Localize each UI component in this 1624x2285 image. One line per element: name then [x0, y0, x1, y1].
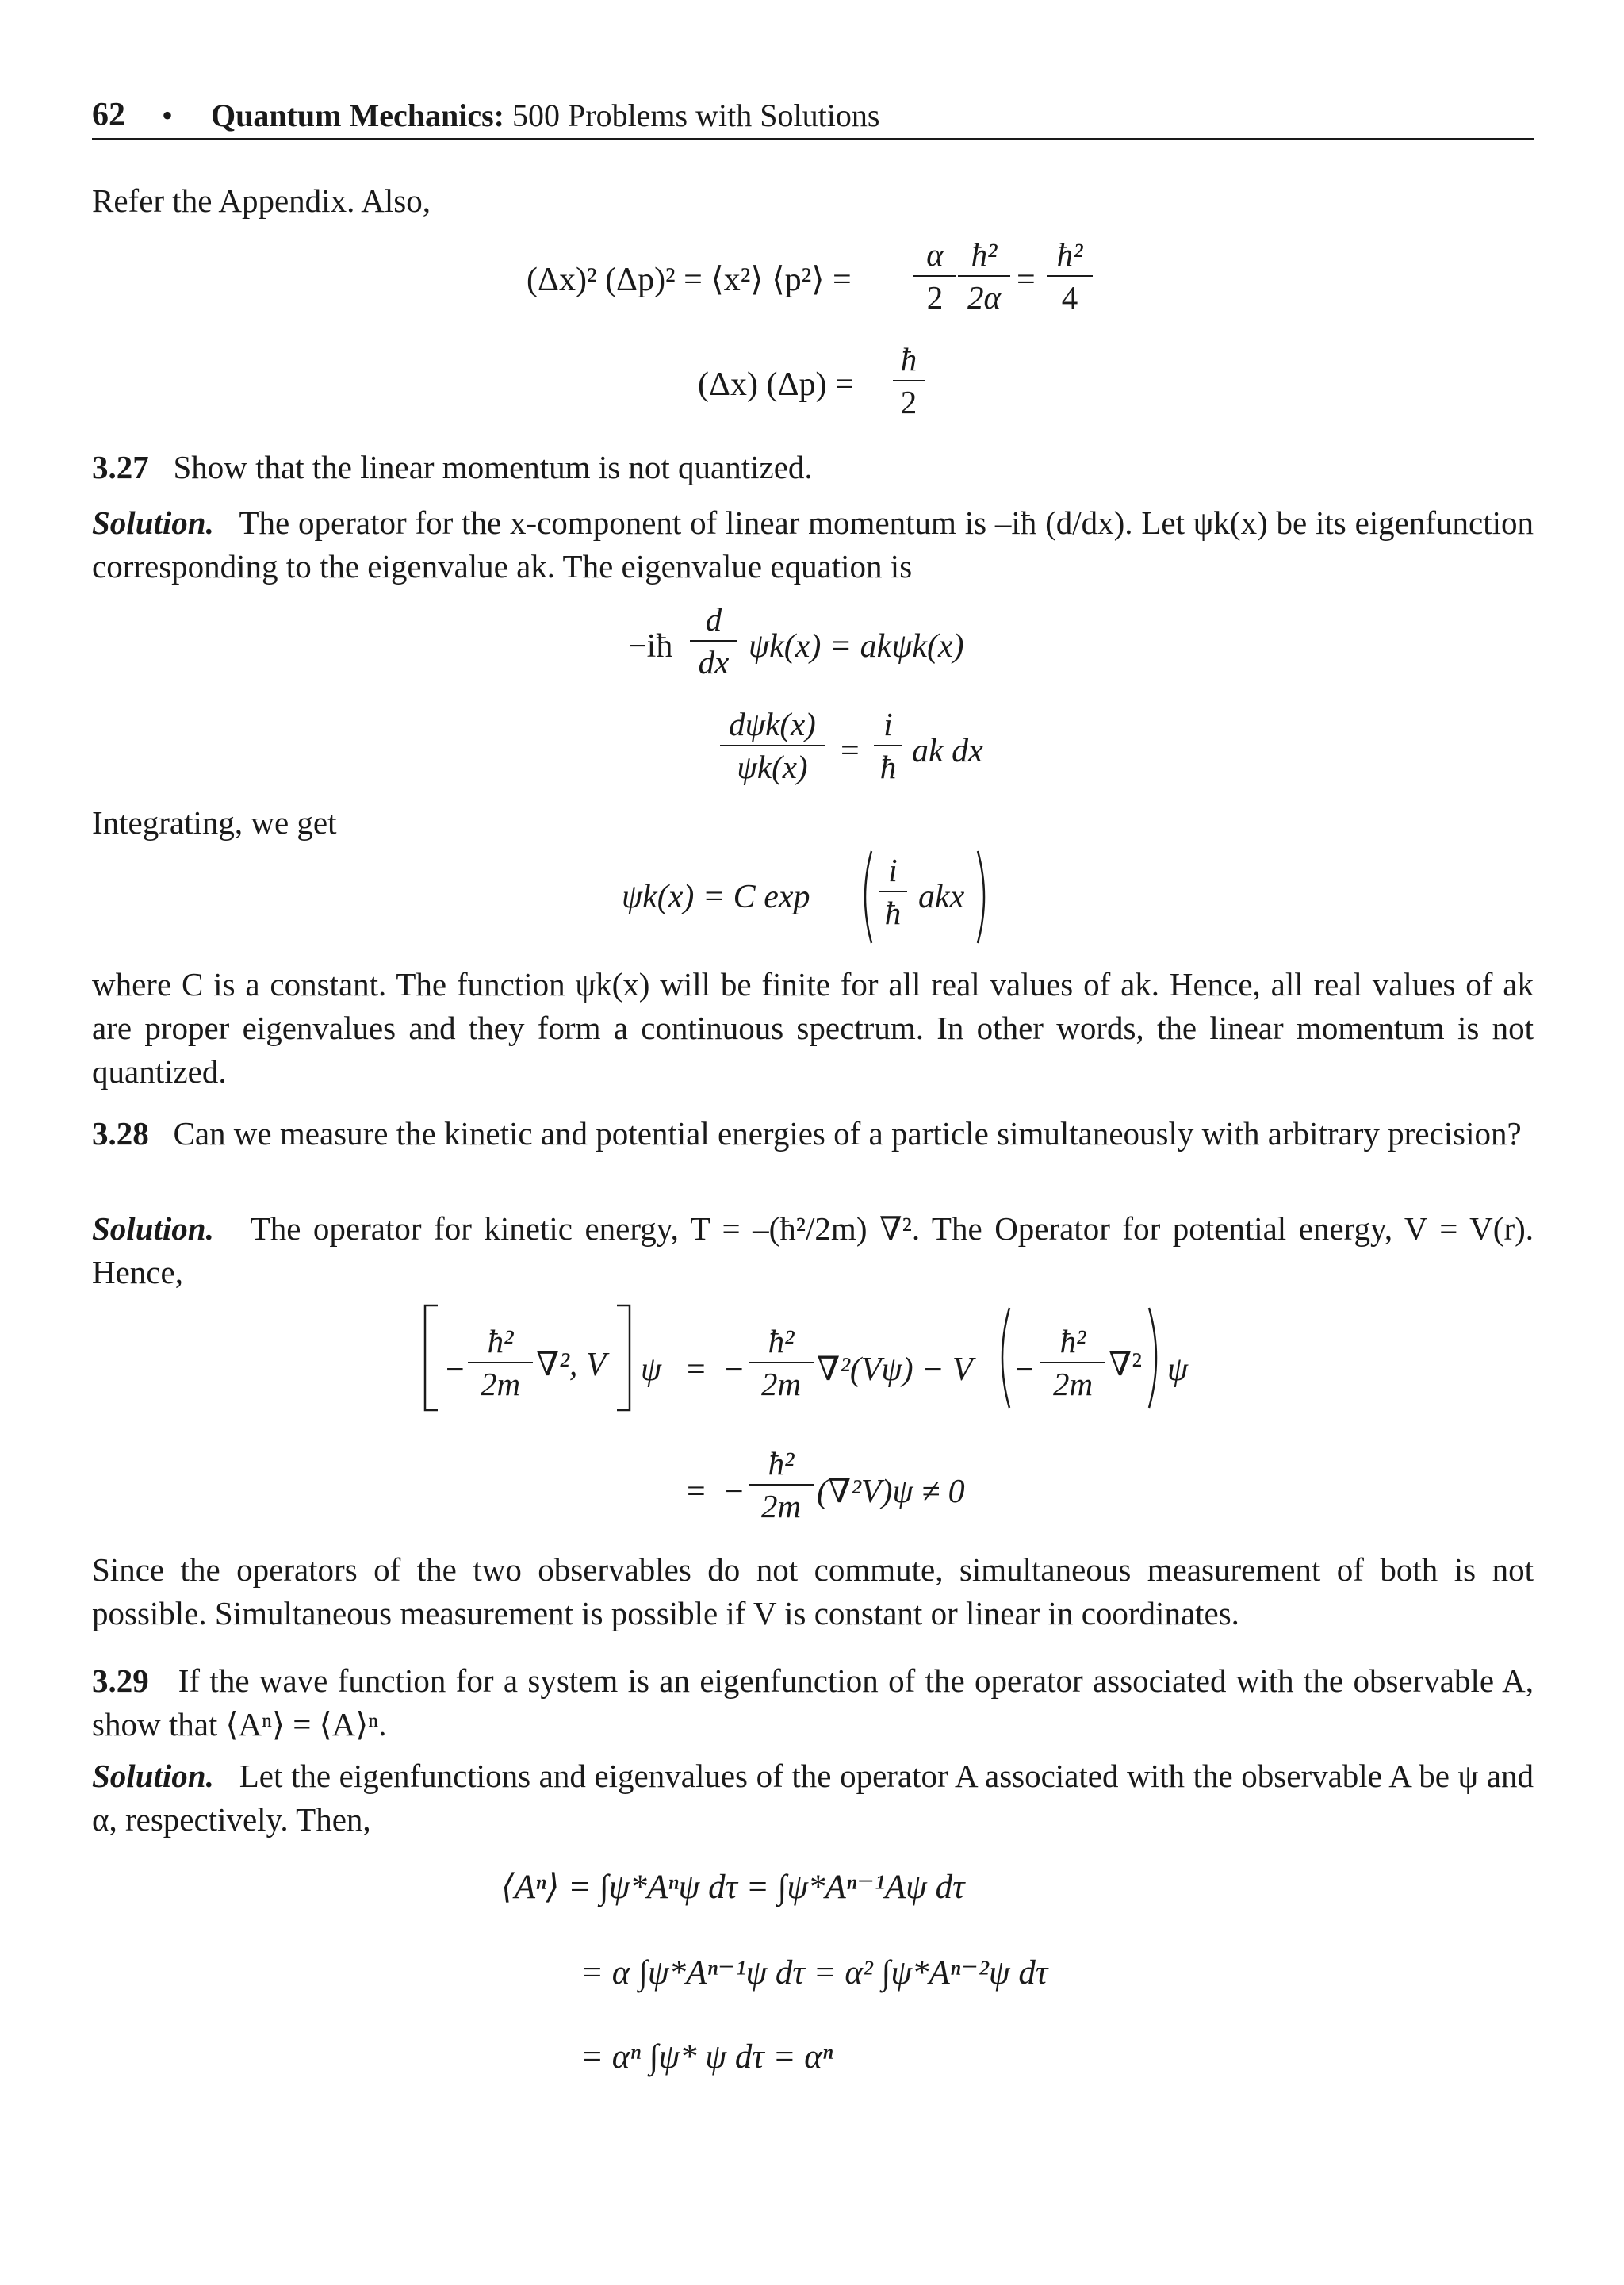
comm-right-bracket — [614, 1304, 633, 1412]
rhs1-left-paren — [993, 1305, 1012, 1410]
rhs1-right-paren — [1147, 1305, 1166, 1410]
eq2-frac2: i ħ — [874, 706, 902, 785]
book-title-bold: Quantum Mechanics: — [211, 98, 504, 133]
eq3-pre: ψk(x) = C exp — [622, 879, 810, 915]
expectation-line-2: = α ∫ψ*Aⁿ⁻¹ψ dτ = α² ∫ψ*Aⁿ⁻²ψ dτ — [580, 1954, 1048, 1992]
header-bullet: • — [162, 98, 174, 133]
comm-minus: − — [446, 1351, 465, 1388]
uncertainty-frac-alpha: α 2 — [914, 236, 956, 316]
expectation-line-1: ⟨Aⁿ⟩ = ∫ψ*Aⁿψ dτ = ∫ψ*Aⁿ⁻¹Aψ dτ — [501, 1869, 965, 1906]
comm-left-bracket — [422, 1304, 441, 1412]
conclusion-3-27: where C is a constant. The function ψk(x) will be finite for all real values of ak. Hence, all real values of ak are proper eigenvalues and they form a continuous spectrum. In other words, the linear momentum is not quantized. — [92, 966, 1534, 1090]
rhs2-frac: ħ² 2m — [749, 1445, 814, 1524]
problem-3-27: 3.27 Show that the linear momentum is not quantized. — [92, 449, 813, 485]
eq1-pre: −iħ — [628, 628, 673, 665]
comm-frac: ħ² 2m — [468, 1323, 533, 1402]
uncertainty-frac-half: ħ 2 — [893, 341, 925, 420]
solution-3-29: Solution. Let the eigenfunctions and eigenvalues of the operator A associated with the observable A be ψ and α, respectively. Then, — [92, 1758, 1534, 1838]
rhs1-mid: ∇²(Vψ) − V — [817, 1351, 973, 1388]
integrating-text: Integrating, we get — [92, 804, 337, 841]
rhs2-minus: − — [725, 1474, 744, 1510]
eq3-rest: akx — [918, 879, 965, 915]
running-head — [211, 94, 879, 137]
solution-3-28: Solution. The operator for kinetic energy, T = –(ħ²/2m) ∇². The Operator for potential energy, V = V(r). Hence, — [92, 1210, 1534, 1290]
eq2-frac: dψk(x) ψk(x) — [720, 706, 825, 785]
rhs2-eq: = — [687, 1474, 706, 1510]
eq1-frac: d dx — [690, 601, 737, 681]
expectation-line-3: = αⁿ ∫ψ* ψ dτ = αⁿ — [580, 2038, 833, 2076]
conclusion-3-28: Since the operators of the two observables do not commute, simultaneous measurement of both is not possible. Simultaneous measurement is possible if V is constant or linear in coordinates. — [92, 1551, 1534, 1631]
intro-text: Refer the Appendix. Also, — [92, 182, 431, 219]
rhs1-paren-minus: − — [1015, 1351, 1034, 1388]
rhs1-psi: ψ — [1167, 1351, 1189, 1388]
eq2-rest: ak dx — [912, 733, 983, 769]
book-title-rest: 500 Problems with Solutions — [512, 98, 880, 133]
uncertainty-lhs: (Δx)² (Δp)² = ⟨x²⟩ ⟨p²⟩ = — [527, 262, 852, 298]
solution-3-27: Solution. The operator for the x-component of linear momentum is –iħ (d/dx). Let ψk(x) be its eigenfunction corresponding to the eigenvalue ak. The eigenvalue equation is — [92, 504, 1534, 585]
comm-eq: = — [687, 1351, 706, 1388]
rhs1-minus: − — [725, 1351, 744, 1388]
rhs1-frac: ħ² 2m — [749, 1323, 814, 1402]
page-number: 62 — [92, 97, 125, 133]
uncertainty-eq: = — [1017, 262, 1036, 298]
header-rule — [92, 138, 1534, 140]
uncertainty-frac-hbar: ħ² 2α — [958, 236, 1010, 316]
eq1-rest: ψk(x) = akψk(x) — [749, 628, 964, 665]
uncertainty-frac-result: ħ² 4 — [1047, 236, 1093, 316]
rhs2-rest: (∇²V)ψ ≠ 0 — [817, 1474, 965, 1510]
comm-inner: ∇², V — [536, 1347, 607, 1383]
eq3-right-paren — [975, 849, 993, 945]
eq2-eq: = — [841, 733, 860, 769]
eq3-left-paren — [856, 849, 874, 945]
comm-psi: ψ — [641, 1351, 662, 1388]
eq3-frac: i ħ — [879, 852, 907, 931]
rhs1-frac2: ħ² 2m — [1040, 1323, 1105, 1402]
rhs1-nabla: ∇² — [1109, 1347, 1142, 1383]
problem-3-28: 3.28 Can we measure the kinetic and potential energies of a particle simultaneously with arbitrary precision? — [92, 1115, 1522, 1152]
uncertainty-line2-lhs: (Δx) (Δp) = — [698, 366, 854, 403]
problem-3-29: 3.29 If the wave function for a system is an eigenfunction of the operator associated with the observable A, show that ⟨Aⁿ⟩ = ⟨A⟩ⁿ. — [92, 1662, 1534, 1743]
